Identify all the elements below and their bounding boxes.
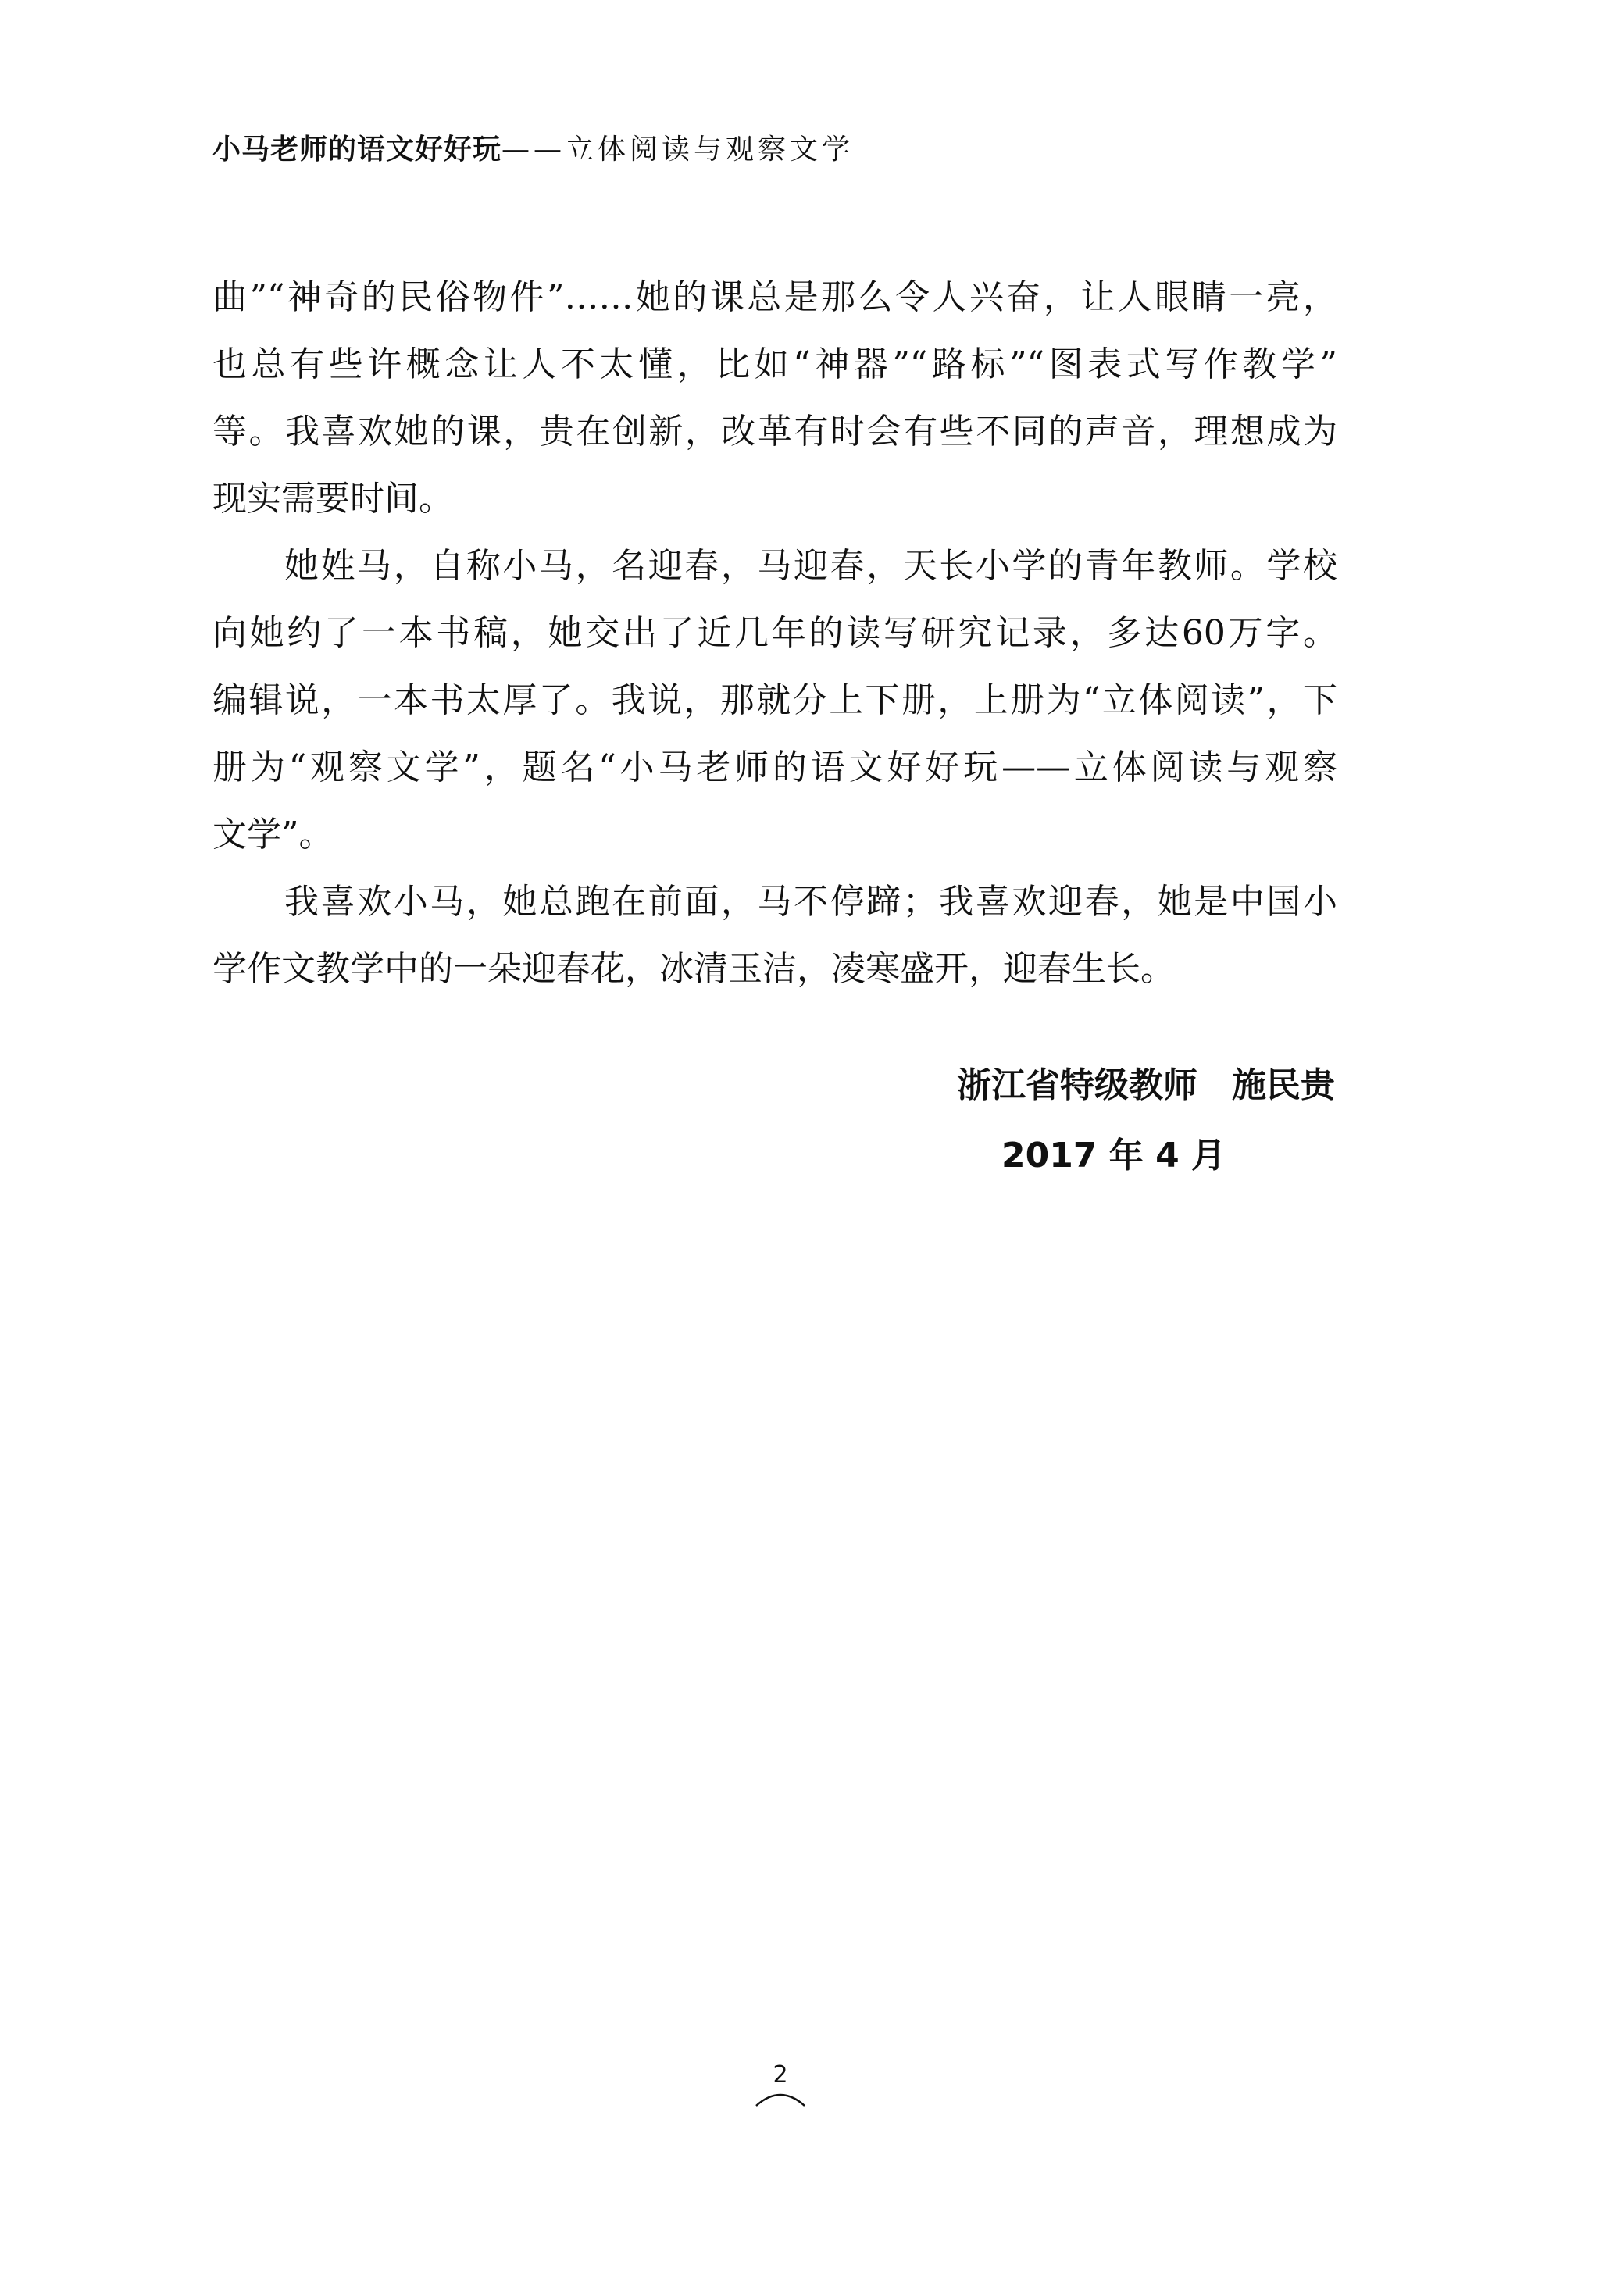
paragraph xyxy=(212,533,1337,869)
text-line: 曲”“神奇的民俗物件”……她的课总是那么令人兴奋，让人眼睛一亮， xyxy=(212,277,1337,317)
body-text xyxy=(212,264,1337,1003)
text-line: 学作文教学中的一朵迎春花，冰清玉洁，凌寒盛开，迎春生长。 xyxy=(212,949,1175,989)
page-number xyxy=(749,2062,812,2109)
page-number-text: 2 xyxy=(773,2061,788,2089)
signature-date: 2017 年 4 月 xyxy=(1001,1136,1226,1176)
text-line: 现实需要时间。 xyxy=(212,479,453,519)
paragraph xyxy=(212,869,1337,1003)
paragraph xyxy=(212,264,1337,533)
text-line: 文学”。 xyxy=(212,815,334,854)
text-line: 等。我喜欢她的课，贵在创新，改革有时会有些不同的声音，理想成为 xyxy=(212,412,1337,451)
book-title: 小马老师的语文好好玩 xyxy=(212,134,502,166)
signature-author: 浙江省特级教师 施民贵 xyxy=(957,1065,1335,1105)
signature xyxy=(957,1051,1335,1191)
text-line: 也总有些许概念让人不太懂，比如“神器”“路标”“图表式写作教学” xyxy=(212,344,1337,384)
text-line: 我喜欢小马，她总跑在前面，马不停蹄；我喜欢迎春，她是中国小 xyxy=(284,882,1337,922)
running-header xyxy=(212,131,854,169)
page-arc-icon xyxy=(753,2089,808,2109)
text-line: 编辑说，一本书太厚了。我说，那就分上下册，上册为“立体阅读”，下 xyxy=(212,680,1337,720)
book-subtitle: ——立体阅读与观察文学 xyxy=(501,134,855,166)
text-line: 册为“观察文学”，题名“小马老师的语文好好玩——立体阅读与观察 xyxy=(212,747,1337,787)
text-line: 她姓马，自称小马，名迎春，马迎春，天长小学的青年教师。学校 xyxy=(284,546,1337,586)
text-line: 向她约了一本书稿，她交出了近几年的读写研究记录，多达60万字。 xyxy=(212,613,1337,653)
